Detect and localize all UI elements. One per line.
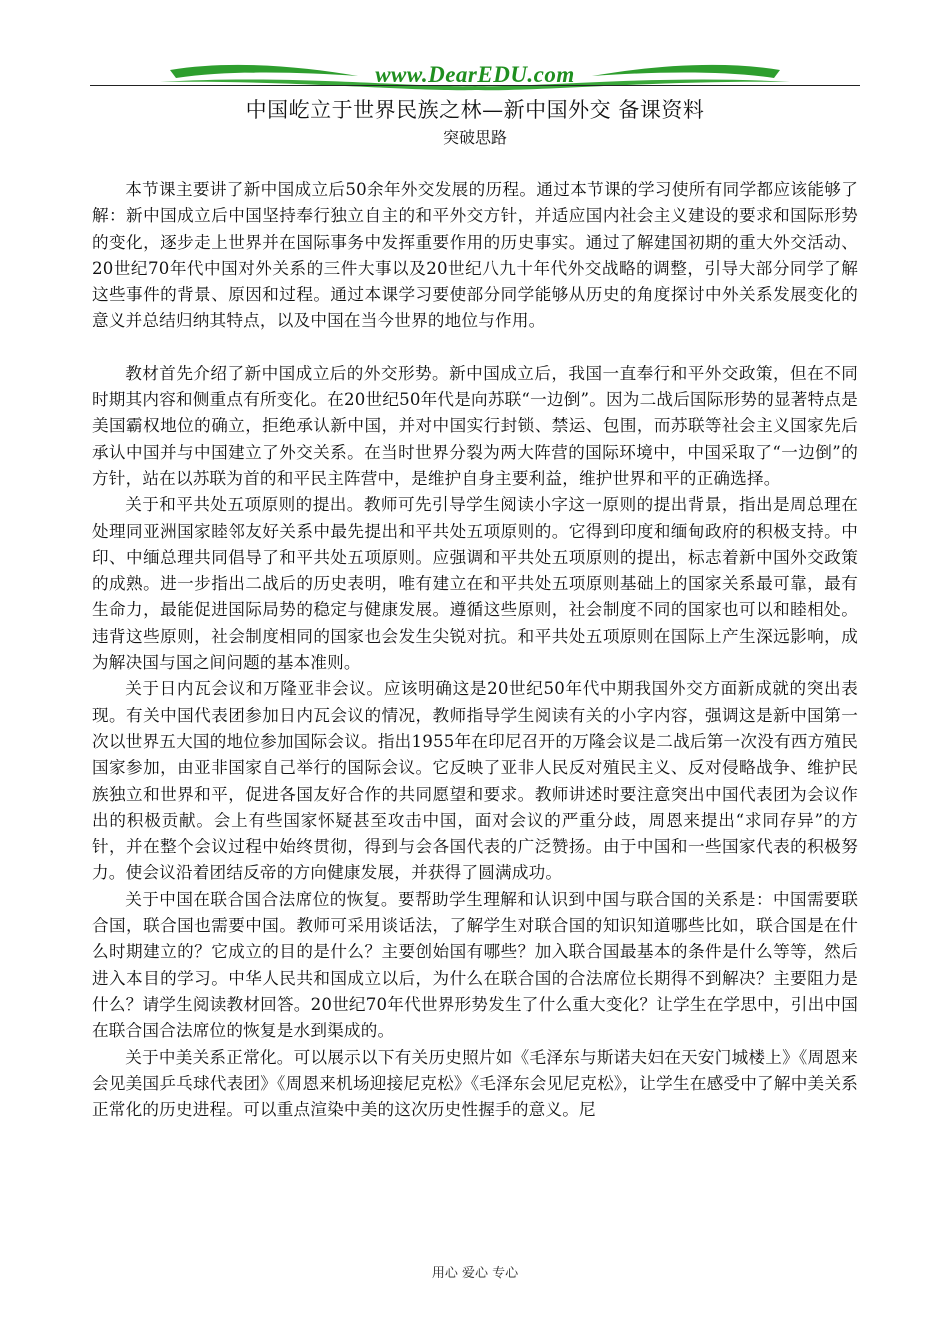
header-rule	[90, 85, 860, 86]
paragraph-geneva-bandung: 关于日内瓦会议和万隆亚非会议。应该明确这是20世纪50年代中期我国外交方面新成就的突出表现。有关中国代表团参加日内瓦会议的情况，教师指导学生阅读有关的小字内容，强调这是新中国第一次以世界五大国的地位参加国际会议。指出1955年在印尼召开的万隆会议是二战后第一次没有西方殖民国家参加，由亚非国家自己举行的国际会议。它反映了亚非人民反对殖民主义、反对侵略战争、维护民族独立和世界和平，促进各国友好合作的共同愿望和要求。教师讲述时要注意突出中国代表团为会议作出的积极贡献。会上有些国家怀疑甚至攻击中国，面对会议的严重分歧，周恩来提出“求同存异”的方针，并在整个会议过程中始终贯彻，得到与会各国代表的广泛赞扬。由于中国和一些国家代表的积极努力。使会议沿着团结反帝的方向健康发展，并获得了圆满成功。	[92, 679, 858, 883]
document-title: 中国屹立于世界民族之林—新中国外交 备课资料	[245, 98, 705, 122]
paragraph-diplomatic-situation: 教材首先介绍了新中国成立后的外交形势。新中国成立后，我国一直奉行和平外交政策，但在不同时期其内容和侧重点有所变化。在20世纪50年代是向苏联“一边倒”。因为二战后国际形势的显著特点是美国霸权地位的确立，拒绝承认新中国，并对中国实行封锁、禁运、包围，而苏联等社会主义国家先后承认中国并与中国建立了外交关系。在当时世界分裂为两大阵营的国际环境中，中国采取了“一边倒”的方针，站在以苏联为首的和平民主阵营中，是维护自身主要利益，维护世界和平的正确选择。	[92, 363, 858, 488]
paragraph-intro: 本节课主要讲了新中国成立后50余年外交发展的历程。通过本节课的学习使所有同学都应该能够了解：新中国成立后中国坚持奉行独立自主的和平外交方针，并适应国内社会主义建设的要求和国际形势的变化，逐步走上世界并在国际事务中发挥重要作用的历史事实。通过了解建国初期的重大外交活动、20世纪70年代中国对外关系的三件大事以及20世纪八九十年代外交战略的调整，引导大部分同学了解这些事件的背景、原因和过程。通过本课学习要使部分同学能够从历史的角度探讨中外关系发展变化的意义并总结归纳其特点，以及中国在当今世界的地位与作用。	[92, 180, 858, 331]
paragraph-un-seat: 关于中国在联合国合法席位的恢复。要帮助学生理解和认识到中国与联合国的关系是：中国需要联合国，联合国也需要中国。教师可采用谈话法，了解学生对联合国的知识知道哪些比如，联合国是在什么时期建立的？它成立的目的是什么？主要创始国有哪些？加入联合国最基本的条件是什么等等，然后进入本目的学习。中华人民共和国成立以后，为什么在联合国的合法席位长期得不到解决？主要阻力是什么？请学生阅读教材回答。20世纪70年代世界形势发生了什么重大变化？让学生在学思中，引出中国在联合国合法席位的恢复是水到渠成的。	[92, 889, 858, 1041]
page-footer: 用心 爱心 专心	[431, 1266, 519, 1281]
site-logo-text: www.DearEDU.com	[375, 62, 575, 87]
paragraph-five-principles: 关于和平共处五项原则的提出。教师可先引导学生阅读小字这一原则的提出背景，指出是周总理在处理同亚洲国家睦邻友好关系中最先提出和平共处五项原则的。它得到印度和缅甸政府的积极支持。中印、中缅总理共同倡导了和平共处五项原则。应强调和平共处五项原则的提出，标志着新中国外交政策的成熟。进一步指出二战后的历史表明，唯有建立在和平共处五项原则基础上的国家关系最可靠，最有生命力，最能促进国际局势的稳定与健康发展。遵循这些原则，社会制度不同的国家也可以和睦相处。违背这些原则，社会制度相同的国家也会发生尖锐对抗。和平共处五项原则在国际上产生深远影响，成为解决国与国之间问题的基本准则。	[92, 495, 858, 673]
document-body	[92, 177, 858, 1123]
document-subtitle: 突破思路	[442, 128, 507, 147]
paragraph-sino-us: 关于中美关系正常化。可以展示以下有关历史照片如《毛泽东与斯诺夫妇在天安门城楼上》《周恩来会见美国乒乓球代表团》《周恩来机场迎接尼克松》《毛泽东会见尼克松》，让学生在感受中了解中美关系正常化的历史进程。可以重点渲染中美的这次历史性握手的意义。尼	[92, 1047, 858, 1120]
site-header	[90, 52, 860, 94]
